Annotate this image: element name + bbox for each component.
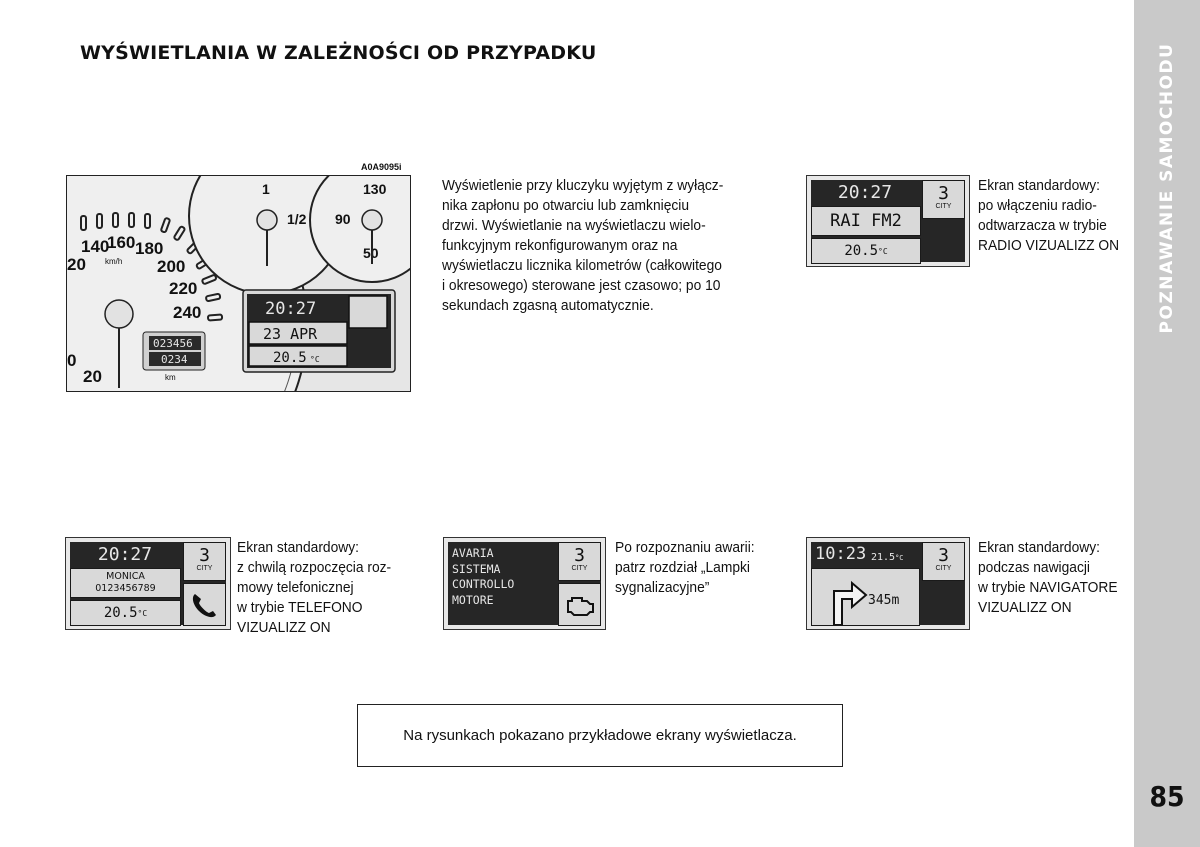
key-removed-description: Wyświetlenie przy kluczyku wyjętym z wyłącz- nika zapłonu po otwarciu lub zamknięciu drzwi. Wyświetlanie na wyświetlaczu wielo- funkcyjnym rekonfigurowanym oraz na wyświetlaczu licznika kilometrów (całkowitego i okresowego) sterowane jest czasowo; po 10 sekundach zgasną automatycznie. <box>442 177 724 314</box>
phone-counter-value: 3 <box>199 545 210 566</box>
nav-temp-unit: °C <box>895 554 904 562</box>
instrument-cluster-illustration <box>66 175 411 392</box>
radio-display-counter <box>922 180 965 219</box>
fault-counter-value: 3 <box>574 545 585 566</box>
odometer-unit: km <box>165 373 176 382</box>
phone-description: Ekran standardowy: z chwilą rozpoczęcia roz- mowy telefonicznej w trybie TELEFONO VIZUALIZZ ON <box>237 539 392 636</box>
phone-display-temperature <box>70 600 181 626</box>
footer-note: Na rysunkach pokazano przykładowe ekrany wyświetlacza. <box>403 727 797 744</box>
speed-label-0: 0 <box>67 351 77 370</box>
navigation-display <box>806 537 970 630</box>
fault-city-label: CITY <box>571 565 588 572</box>
lcd-temperature-unit: °C <box>310 355 320 364</box>
radio-description: Ekran standardowy: po włączeniu radio- odtwarzacza w trybie RADIO VIZUALIZZ ON <box>978 177 1120 254</box>
section-tab-label: POZNAWANIE SAMOCHODU <box>1157 42 1177 334</box>
page-number: 85 <box>1149 780 1185 813</box>
nav-display-time: 10:23 <box>815 544 867 564</box>
fault-display-counter <box>558 542 601 581</box>
nav-display-temperature <box>871 552 904 563</box>
fault-message <box>452 546 556 608</box>
lcd-temperature: 20.5 <box>273 350 307 366</box>
navigation-description: Ekran standardowy: podczas nawigacji w trybie NAVIGATORE VIZUALIZZ ON <box>978 539 1118 616</box>
fault-line-1: AVARIA <box>452 546 494 560</box>
speed-label-240: 240 <box>173 303 202 322</box>
radio-temp-unit: °C <box>878 246 888 256</box>
fuel-label-half: 1/2 <box>287 211 307 227</box>
speed-label-180: 180 <box>135 239 164 258</box>
nav-temp-value: 21.5 <box>871 552 896 563</box>
phone-temp-value: 20.5 <box>103 605 138 621</box>
phone-display-time: 20:27 <box>70 542 180 566</box>
radio-display <box>806 175 970 267</box>
phone-display-caller <box>70 568 181 598</box>
speed-label-20-left: 20 <box>67 255 86 274</box>
phone-temp-unit: °C <box>137 608 148 618</box>
fault-line-3: CONTROLLO <box>452 577 515 591</box>
fault-line-4: MOTORE <box>452 592 494 607</box>
section-tab <box>1134 0 1200 847</box>
page-title: WYŚWIETLANIA W ZALEŻNOŚCI OD PRZYPADKU <box>80 42 597 64</box>
phone-city-label: CITY <box>196 565 213 572</box>
nav-distance: 345m <box>868 593 900 608</box>
fault-description: Po rozpoznaniu awarii: patrz rozdział „Lampki sygnalizacyjne” <box>615 539 755 596</box>
nav-display-counter <box>922 542 965 581</box>
radio-display-temperature <box>811 238 921 264</box>
nav-city-label: CITY <box>935 565 952 572</box>
speed-label-160: 160 <box>107 233 136 252</box>
speed-unit: km/h <box>105 257 123 266</box>
fuel-label-full: 1 <box>262 181 270 197</box>
phone-display <box>65 537 231 630</box>
phone-caller-number: 0123456789 <box>95 583 156 594</box>
speed-label-200: 200 <box>157 257 186 276</box>
temp-label-50: 50 <box>363 245 379 261</box>
lcd-date: 23 APR <box>263 325 318 343</box>
footer-note-box <box>357 704 843 767</box>
phone-handset-icon <box>183 583 226 626</box>
speed-label-140: 140 <box>81 237 110 256</box>
engine-warning-icon <box>558 583 601 626</box>
fault-line-2: SISTEMA <box>452 561 501 576</box>
phone-display-counter <box>183 542 226 581</box>
nav-guidance-panel <box>811 568 920 626</box>
radio-counter-value: 3 <box>938 183 949 204</box>
nav-counter-value: 3 <box>938 545 949 566</box>
radio-temp-value: 20.5 <box>844 243 879 259</box>
temp-label-90: 90 <box>335 211 351 227</box>
instrument-cluster-drawing <box>67 176 411 392</box>
radio-city-label: CITY <box>935 203 952 210</box>
odometer-total: 023456 <box>153 337 193 350</box>
speed-label-220: 220 <box>169 279 198 298</box>
figure-code: A0A9095i <box>361 162 402 172</box>
speed-label-20-bottom: 20 <box>83 367 102 386</box>
radio-display-time: 20:27 <box>811 180 919 204</box>
lcd-time: 20:27 <box>265 299 317 319</box>
fault-display <box>443 537 606 630</box>
odometer-trip: 0234 <box>161 353 188 366</box>
temp-label-130: 130 <box>363 181 387 197</box>
phone-caller-name: MONICA <box>106 571 145 582</box>
radio-display-station: RAI FM2 <box>811 206 921 236</box>
